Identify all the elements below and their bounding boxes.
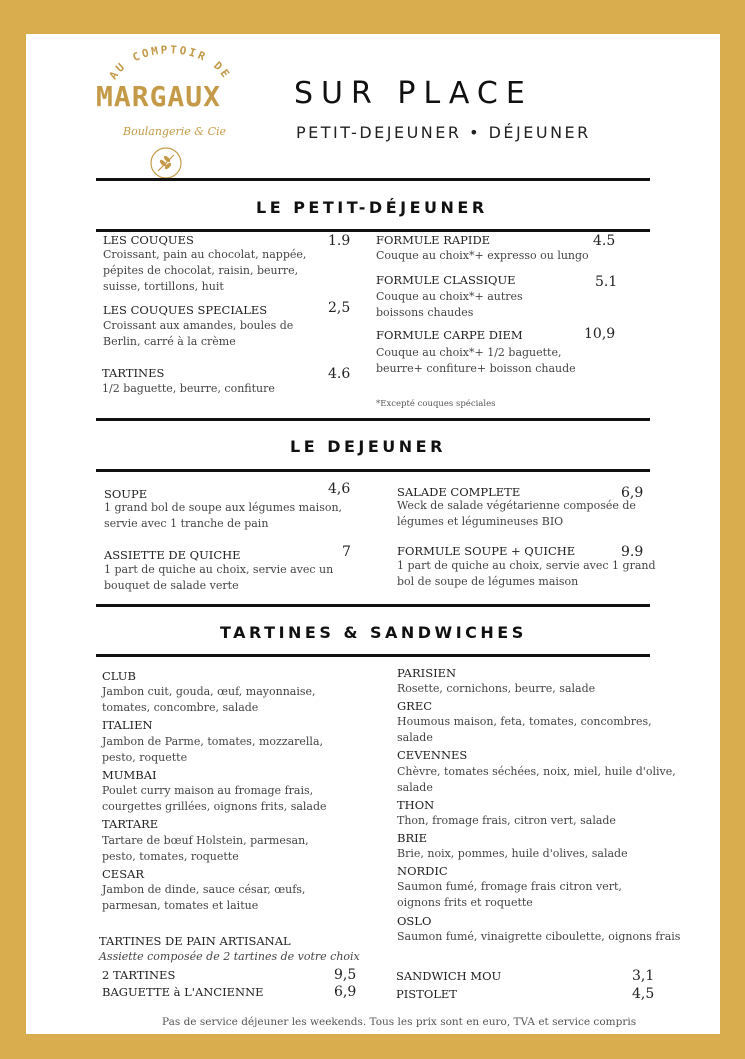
item-name: SALADE COMPLETE (397, 485, 521, 499)
item-desc: Saumon fumé, vinaigrette ciboulette, oignons frais (397, 930, 681, 943)
logo-top-text: AU COMPTOIR DE (106, 43, 234, 82)
footer-note: Pas de service déjeuner les weekends. Tous les prix sont en euro, TVA et service compris (162, 1016, 637, 1028)
logo-brand: MARGAUX (96, 80, 222, 113)
item-name: FORMULE SOUPE + QUICHE (397, 544, 576, 558)
divider (96, 654, 650, 657)
item-desc: 1 part de quiche au choix, servie avec un bouquet de salade verte (104, 563, 334, 592)
item-name: SOUPE (104, 487, 148, 501)
item-price: 1.9 (328, 233, 351, 249)
item-desc: Chèvre, tomates séchées, noix, miel, huile d'olive, salade (397, 765, 676, 794)
item-name: CEVENNES (397, 748, 468, 762)
item-desc: Thon, fromage frais, citron vert, salade (397, 814, 616, 827)
item-name: BRIE (397, 831, 428, 845)
item-desc: Jambon de Parme, tomates, mozzarella, pesto, roquette (102, 735, 324, 764)
item-price: 4.6 (328, 366, 351, 382)
page-subtitle: PETIT-DEJEUNER • DÉJEUNER (296, 123, 591, 142)
item-desc: Croissant aux amandes, boules de Berlin, carré à la crème (103, 319, 294, 348)
item-desc: Houmous maison, feta, tomates, concombres, salade (397, 715, 652, 744)
item-name: CLUB (102, 669, 136, 683)
item-name: FORMULE CLASSIQUE (376, 273, 516, 287)
item-desc: Croissant, pain au chocolat, nappée, pépites de chocolat, raisin, beurre, suisse, tortillons, huit (103, 248, 307, 293)
item-name: FORMULE RAPIDE (376, 233, 491, 247)
item-name: LES COUQUES SPECIALES (103, 303, 268, 317)
section-title-breakfast: LE PETIT-DÉJEUNER (256, 198, 488, 217)
item-desc: Tartare de bœuf Holstein, parmesan, pesto, tomates, roquette (102, 834, 309, 863)
item-desc: Poulet curry maison au fromage frais, courgettes grillées, oignons frits, salade (102, 784, 327, 813)
item-desc: 1 part de quiche au choix, servie avec 1 grand bol de soupe de légumes maison (397, 559, 656, 588)
price-row-price: 6,9 (334, 984, 357, 1000)
divider (96, 604, 650, 607)
item-price: 6,9 (621, 485, 644, 501)
price-row-name: SANDWICH MOU (396, 969, 502, 983)
item-desc: Jambon cuit, gouda, œuf, mayonnaise, tomates, concombre, salade (102, 685, 316, 714)
item-name: ITALIEN (102, 718, 153, 732)
divider (96, 178, 650, 181)
item-desc: Brie, noix, pommes, huile d'olives, salade (397, 847, 628, 860)
section-title-lunch: LE DEJEUNER (290, 437, 446, 456)
price-row-price: 3,1 (632, 968, 655, 984)
item-price: 2,5 (328, 300, 351, 316)
price-row-price: 9,5 (334, 967, 357, 983)
item-desc: Saumon fumé, fromage frais citron vert, oignons frits et roquette (397, 880, 622, 909)
breakfast-note: *Excepté couques spéciales (376, 399, 496, 409)
item-name: TARTINES (102, 366, 165, 380)
item-name: THON (397, 798, 435, 812)
item-price: 7 (342, 544, 351, 560)
price-row-price: 4,5 (632, 986, 655, 1002)
item-name: CESAR (102, 867, 145, 881)
item-desc: Couque au choix*+ autres boissons chaudes (376, 290, 523, 319)
item-name: PARISIEN (397, 666, 457, 680)
item-name: GREC (397, 699, 433, 713)
item-desc: Couque au choix*+ 1/2 baguette, beurre+ confiture+ boisson chaude (376, 346, 576, 375)
wheat-icon (149, 146, 183, 180)
section-title-sandwiches: TARTINES & SANDWICHES (220, 623, 527, 642)
item-name: OSLO (397, 914, 432, 928)
logo-subtitle: Boulangerie & Cie (123, 125, 227, 138)
item-desc: Jambon de dinde, sauce césar, œufs, parmesan, tomates et laitue (102, 883, 306, 912)
price-row-name: PISTOLET (396, 987, 457, 1001)
artisanal-desc: Assiette composée de 2 tartines de votre choix (99, 950, 360, 963)
price-row-name: BAGUETTE à L'ANCIENNE (102, 985, 264, 999)
divider (96, 418, 650, 421)
item-desc: Rosette, cornichons, beurre, salade (397, 682, 596, 695)
divider (96, 229, 650, 232)
item-price: 10,9 (584, 326, 616, 342)
item-name: ASSIETTE DE QUICHE (104, 548, 241, 562)
item-price: 5.1 (595, 274, 618, 290)
item-price: 4.5 (593, 233, 616, 249)
item-name: TARTARE (102, 817, 159, 831)
item-desc: Couque au choix*+ expresso ou lungo (376, 249, 589, 262)
item-name: MUMBAI (102, 768, 157, 782)
page-title: SUR PLACE (294, 76, 533, 111)
item-desc: Weck de salade végétarienne composée de légumes et légumineuses BIO (397, 499, 636, 528)
divider (96, 469, 650, 472)
item-name: NORDIC (397, 864, 448, 878)
svg-text:AU COMPTOIR DE (107, 43, 234, 82)
item-price: 9.9 (621, 544, 644, 560)
item-desc: 1/2 baguette, beurre, confiture (102, 382, 275, 395)
item-name: FORMULE CARPE DIEM (376, 328, 523, 342)
item-price: 4,6 (328, 481, 351, 497)
price-row-name: 2 TARTINES (102, 968, 176, 982)
artisanal-title: TARTINES DE PAIN ARTISANAL (99, 934, 291, 948)
item-name: LES COUQUES (103, 233, 194, 247)
item-desc: 1 grand bol de soupe aux légumes maison, servie avec 1 tranche de pain (104, 501, 343, 530)
